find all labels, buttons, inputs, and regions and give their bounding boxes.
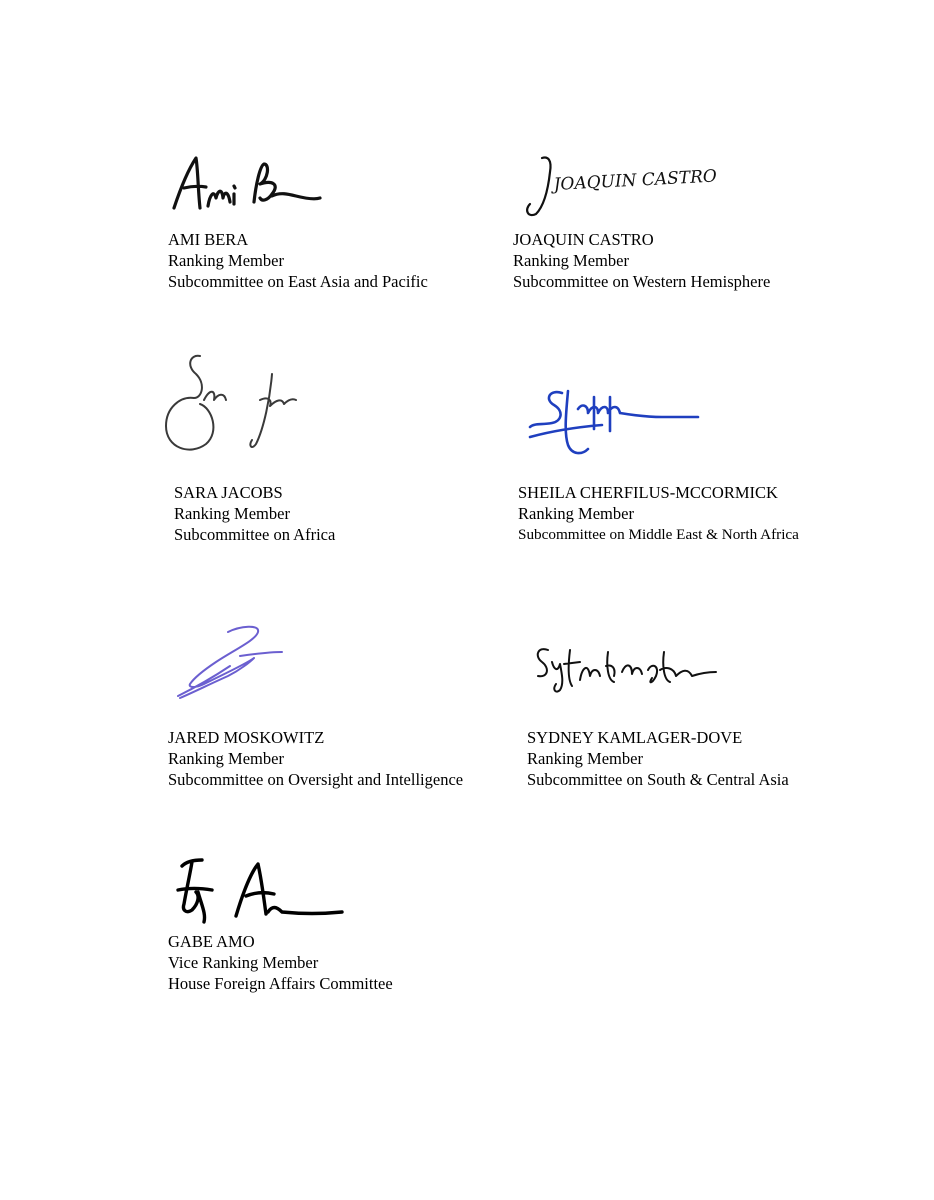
signature-ami-bera: [168, 150, 328, 220]
signer-block-jared-moskowitz: [168, 727, 463, 790]
signature-gabe-amo: [172, 852, 352, 932]
signer-committee: Subcommittee on Western Hemisphere: [513, 272, 771, 291]
signature-script: JOAQUIN CASTRO: [553, 166, 718, 195]
signer-name: SHEILA CHERFILUS-MCCORMICK: [518, 483, 778, 502]
signer-block-ami-bera: [168, 229, 428, 292]
signature-sheila-cherfilus-mccormick: [522, 383, 707, 463]
signature-sara-jacobs: [160, 348, 310, 463]
signer-block-sara-jacobs: [174, 482, 335, 545]
signature-jared-moskowitz: [170, 622, 290, 707]
signer-name: AMI BERA: [168, 230, 249, 249]
signer-role: Ranking Member: [513, 251, 629, 270]
signer-name: SARA JACOBS: [174, 483, 283, 502]
signature-joaquin-castro: [518, 152, 718, 222]
signer-role: Ranking Member: [518, 504, 634, 523]
signer-block-sydney-kamlager-dove: [527, 727, 789, 790]
signer-name: JOAQUIN CASTRO: [513, 230, 654, 249]
signer-committee: House Foreign Affairs Committee: [168, 974, 393, 993]
signer-role: Ranking Member: [527, 749, 643, 768]
signer-role: Vice Ranking Member: [168, 953, 319, 972]
signer-name: JARED MOSKOWITZ: [168, 728, 325, 747]
signer-committee: Subcommittee on Africa: [174, 525, 336, 544]
signer-role: Ranking Member: [174, 504, 290, 523]
signer-name: GABE AMO: [168, 932, 255, 951]
signer-block-sheila-cherfilus-mccormick: [518, 482, 799, 545]
signature-sydney-kamlager-dove: [530, 640, 720, 700]
signer-committee: Subcommittee on Middle East & North Africa: [518, 526, 799, 543]
signer-block-gabe-amo: [168, 931, 393, 994]
signer-committee: Subcommittee on East Asia and Pacific: [168, 272, 428, 291]
signer-committee: Subcommittee on Oversight and Intelligence: [168, 770, 464, 789]
signer-role: Ranking Member: [168, 251, 284, 270]
signer-role: Ranking Member: [168, 749, 284, 768]
signer-committee: Subcommittee on South & Central Asia: [527, 770, 789, 789]
signer-name: SYDNEY KAMLAGER-DOVE: [527, 728, 743, 747]
signer-block-joaquin-castro: [513, 229, 770, 292]
